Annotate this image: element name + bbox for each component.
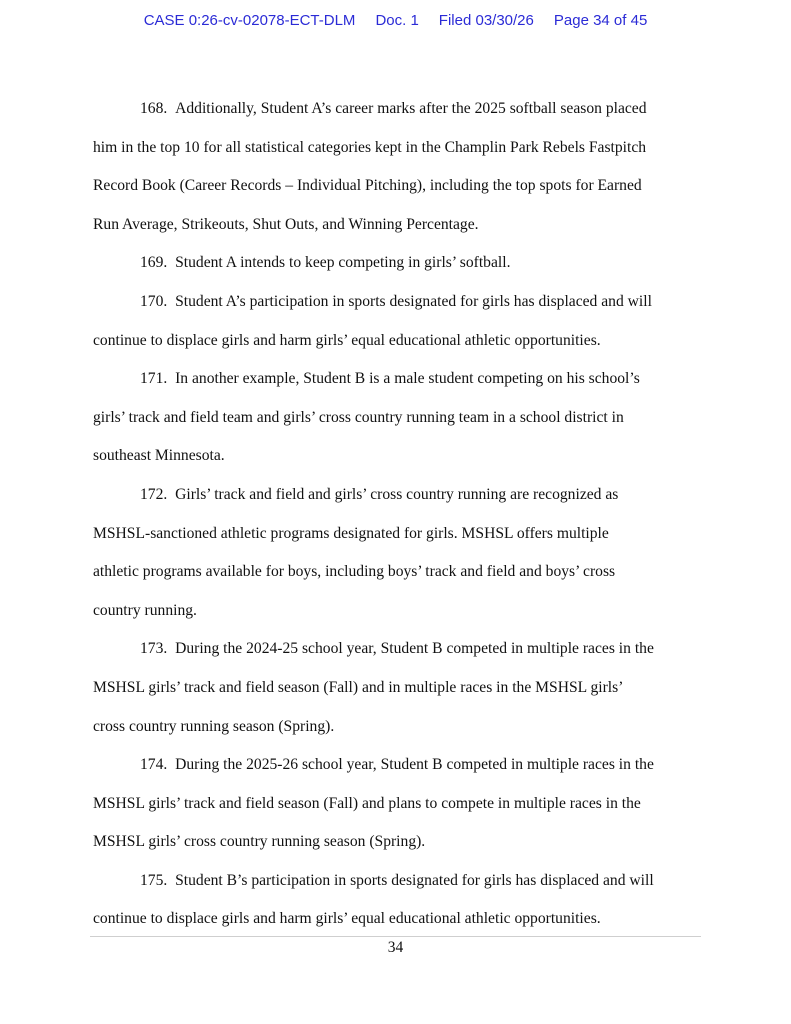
paragraph-number: 171. bbox=[140, 370, 168, 388]
paragraph bbox=[93, 862, 703, 939]
paragraph-text: Student A’s participation in sports designated for girls has displaced and will bbox=[175, 292, 652, 310]
paragraph-number: 174. bbox=[140, 756, 168, 774]
paragraph-text: MSHSL girls’ track and field season (Fall) and in multiple races in the MSHSL girls’ bbox=[93, 678, 624, 696]
paragraph-line bbox=[93, 206, 703, 245]
paragraph-line bbox=[93, 476, 703, 515]
paragraph-number: 175. bbox=[140, 871, 168, 889]
paragraph-line bbox=[93, 553, 703, 592]
paragraph-line bbox=[93, 708, 703, 747]
paragraph-text: MSHSL-sanctioned athletic programs designated for girls. MSHSL offers multiple bbox=[93, 524, 609, 542]
paragraph-line bbox=[93, 823, 703, 862]
paragraph-text: Run Average, Strikeouts, Shut Outs, and Winning Percentage. bbox=[93, 215, 479, 233]
paragraph-number: 169. bbox=[140, 254, 168, 272]
paragraph bbox=[93, 630, 703, 746]
paragraph-line bbox=[93, 90, 703, 129]
paragraph-line bbox=[93, 592, 703, 631]
paragraph-text: During the 2025-26 school year, Student B competed in multiple races in the bbox=[175, 756, 654, 774]
paragraph-text: Record Book (Career Records – Individual Pitching), including the top spots for Earned bbox=[93, 177, 642, 195]
filed-date: Filed 03/30/26 bbox=[438, 12, 534, 29]
document-body bbox=[93, 90, 703, 939]
paragraph-line bbox=[93, 515, 703, 554]
paragraph-text: Girls’ track and field and girls’ cross country running are recognized as bbox=[175, 485, 619, 503]
page-number: 34 bbox=[387, 939, 404, 956]
paragraph-line bbox=[93, 399, 703, 438]
page-indicator: Page 34 of 45 bbox=[553, 12, 648, 29]
paragraph-text: continue to displace girls and harm girls’ equal educational athletic opportunities. bbox=[93, 331, 601, 349]
case-number: CASE 0:26-cv-02078-ECT-DLM bbox=[143, 12, 356, 29]
paragraph bbox=[93, 244, 703, 283]
paragraph-text: him in the top 10 for all statistical categories kept in the Champlin Park Rebels Fastpitch bbox=[93, 138, 647, 156]
paragraph-line bbox=[93, 669, 703, 708]
paragraph-text: athletic programs available for boys, including boys’ track and field and boys’ cross bbox=[93, 563, 616, 581]
footer-divider bbox=[90, 936, 701, 937]
paragraph-text: southeast Minnesota. bbox=[93, 447, 225, 465]
paragraph-line bbox=[93, 322, 703, 361]
paragraph-text: cross country running season (Spring). bbox=[93, 717, 335, 735]
paragraph-line bbox=[93, 630, 703, 669]
paragraph-text: continue to displace girls and harm girls’ equal educational athletic opportunities. bbox=[93, 910, 601, 928]
paragraph-text: Additionally, Student A’s career marks after the 2025 softball season placed bbox=[175, 100, 647, 117]
paragraph-text: Student A intends to keep competing in girls’ softball. bbox=[175, 254, 511, 272]
paragraph-number: 172. bbox=[140, 485, 168, 503]
paragraph-number: 170. bbox=[140, 292, 168, 310]
paragraph-line bbox=[93, 746, 703, 785]
paragraph-text: In another example, Student B is a male student competing on his school’s bbox=[175, 370, 640, 388]
paragraph-line bbox=[93, 283, 703, 322]
paragraph-line bbox=[93, 129, 703, 168]
paragraph-line bbox=[93, 900, 703, 939]
paragraph bbox=[93, 746, 703, 862]
paragraph bbox=[93, 476, 703, 630]
paragraph-line bbox=[93, 785, 703, 824]
paragraph-line bbox=[93, 862, 703, 901]
paragraph bbox=[93, 360, 703, 476]
doc-number: Doc. 1 bbox=[375, 12, 419, 29]
paragraph-text: MSHSL girls’ cross country running season (Spring). bbox=[93, 833, 426, 851]
paragraph-line bbox=[93, 244, 703, 283]
paragraph-text: During the 2024-25 school year, Student B competed in multiple races in the bbox=[175, 640, 654, 658]
paragraph-line bbox=[93, 360, 703, 399]
paragraph-number: 168. bbox=[140, 100, 168, 117]
paragraph-line bbox=[93, 437, 703, 476]
paragraph-line bbox=[93, 167, 703, 206]
paragraph-text: Student B’s participation in sports designated for girls has displaced and will bbox=[175, 871, 654, 889]
case-header bbox=[0, 12, 791, 29]
paragraph-number: 173. bbox=[140, 640, 168, 658]
paragraph-text: country running. bbox=[93, 601, 197, 619]
paragraph-text: MSHSL girls’ track and field season (Fall) and plans to compete in multiple races in the bbox=[93, 794, 641, 812]
paragraph-text: girls’ track and field team and girls’ cross country running team in a school district in bbox=[93, 408, 624, 426]
paragraph bbox=[93, 90, 703, 244]
paragraph bbox=[93, 283, 703, 360]
